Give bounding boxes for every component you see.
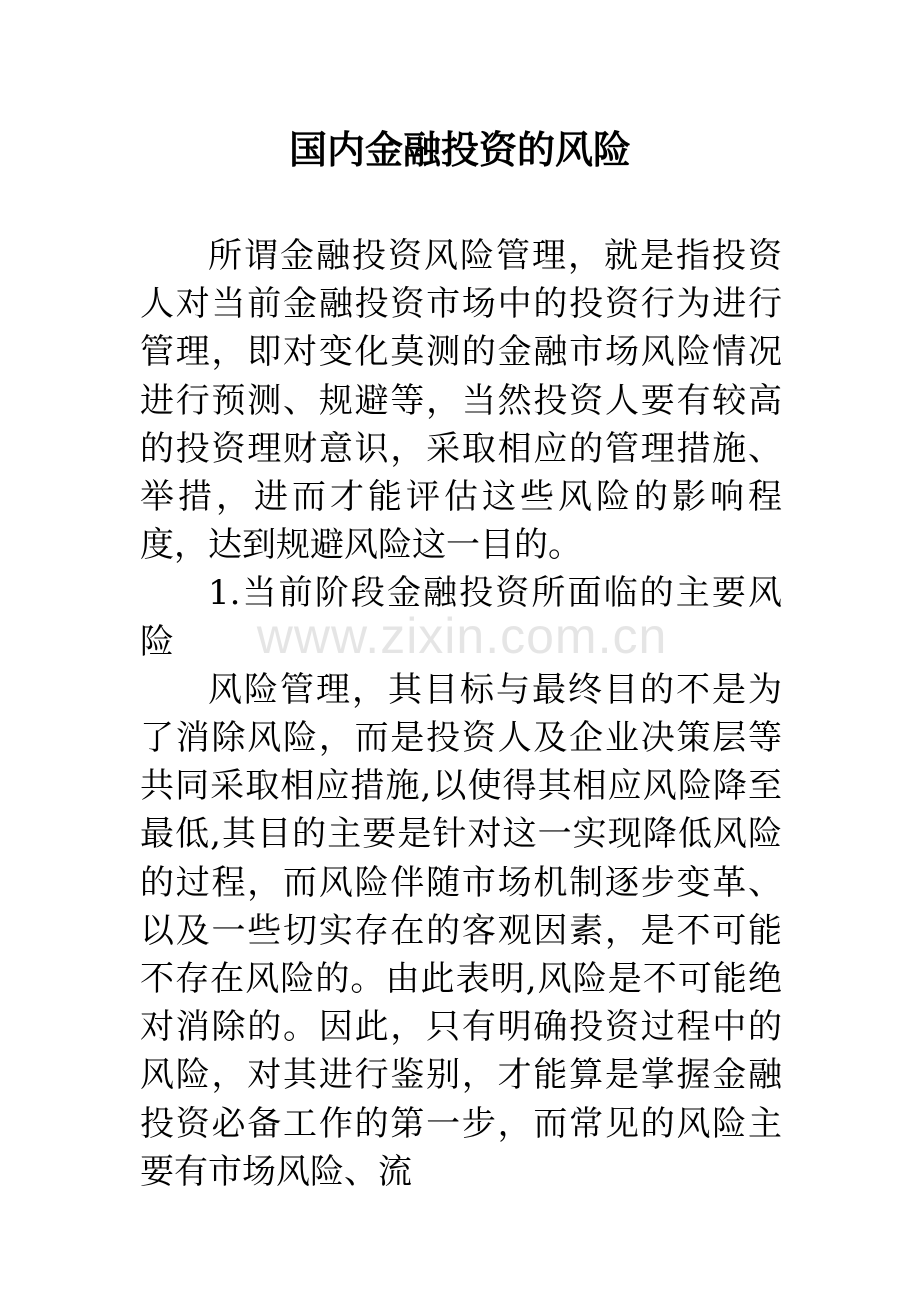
watermark: www.zixin.com.cn [256, 608, 668, 664]
paragraph-risk-management: 风险管理，其目标与最终目的不是为了消除风险，而是投资人及企业决策层等共同采取相应措施,以使得其相应风险降至最低,其目的主要是针对这一实现降低风险的过程，而风险伴随市场机制逐步变革、以及一些切实存在的客观因素，是不可能不存在风险的。由此表明,风险是不可能绝对消除的。因此，只有明确投资过程中的风险，对其进行鉴别，才能算是掌握金融投资必备工作的第一步，而常见的风险主要有市场风险、流 [140, 669, 782, 1192]
document-title: 国内金融投资的风险 [288, 128, 631, 172]
document-body [140, 232, 782, 1196]
paragraph-intro: 所谓金融投资风险管理，就是指投资人对当前金融投资市场中的投资行为进行管理，即对变化莫测的金融市场风险情况进行预测、规避等，当然投资人要有较高的投资理财意识，采取相应的管理措施、举措，进而才能评估这些风险的影响程度，达到规避风险这一目的。 [140, 236, 782, 566]
section-heading: 1.当前阶段金融投资所面临的主要风险 [140, 573, 782, 662]
